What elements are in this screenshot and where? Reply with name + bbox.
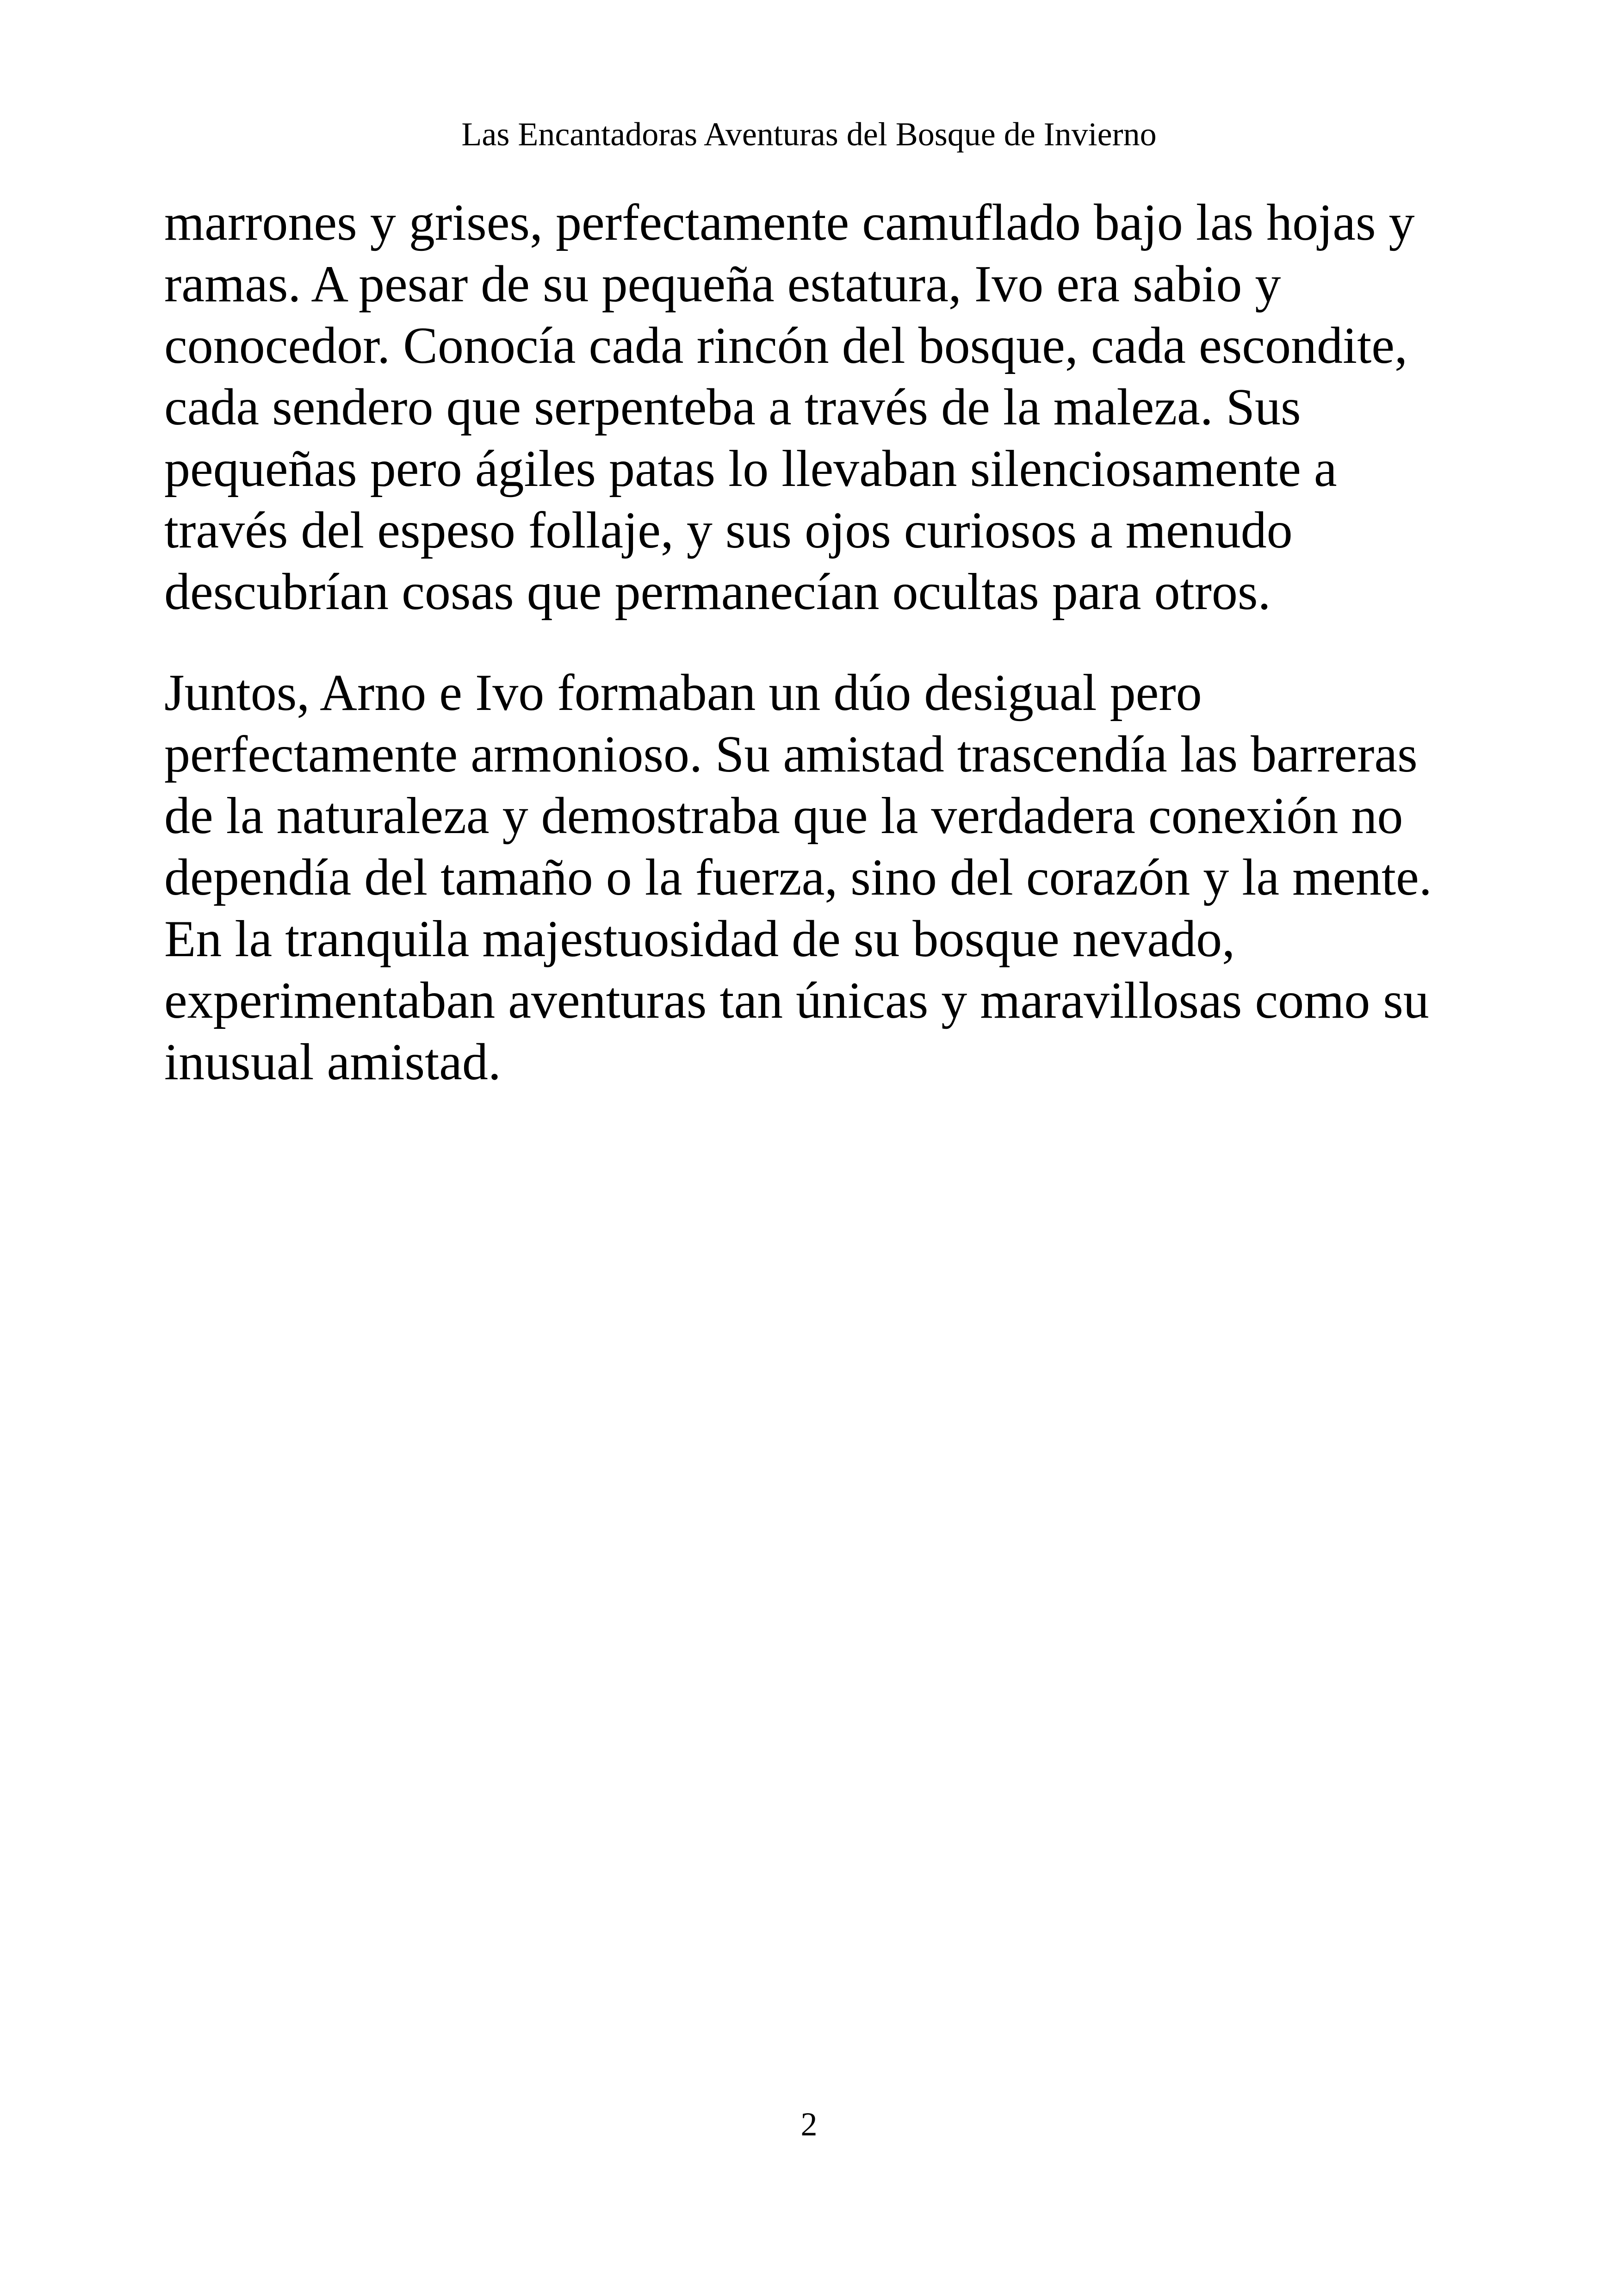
paragraph: marrones y grises, perfectamente camuflado bajo las hojas y ramas. A pesar de su pequeña estatura, Ivo era sabio y conocedor. Conocía cada rincón del bosque, cada escondite, cada sendero que serpenteba a través de la maleza. Sus pequeñas pero ágiles patas lo llevaban silenciosamente a través del espeso follaje, y sus ojos curiosos a menudo descubrían cosas que permanecían ocultas para otros. [164,194,1415,621]
running-header: Las Encantadoras Aventuras del Bosque de Invierno [461,116,1157,153]
body-text [164,192,1474,1093]
page-number: 2 [800,2106,818,2143]
paragraph: Juntos, Arno e Ivo formaban un dúo desigual pero perfectamente armonioso. Su amistad trascendía las barreras de la naturaleza y demostraba que la verdadera conexión no dependía del tamaño o la fuerza, sino del corazón y la mente. En la tranquila majestuosidad de su bosque nevado, experimentaban aventuras tan únicas y maravillosas como su inusual amistad. [164,664,1432,1091]
